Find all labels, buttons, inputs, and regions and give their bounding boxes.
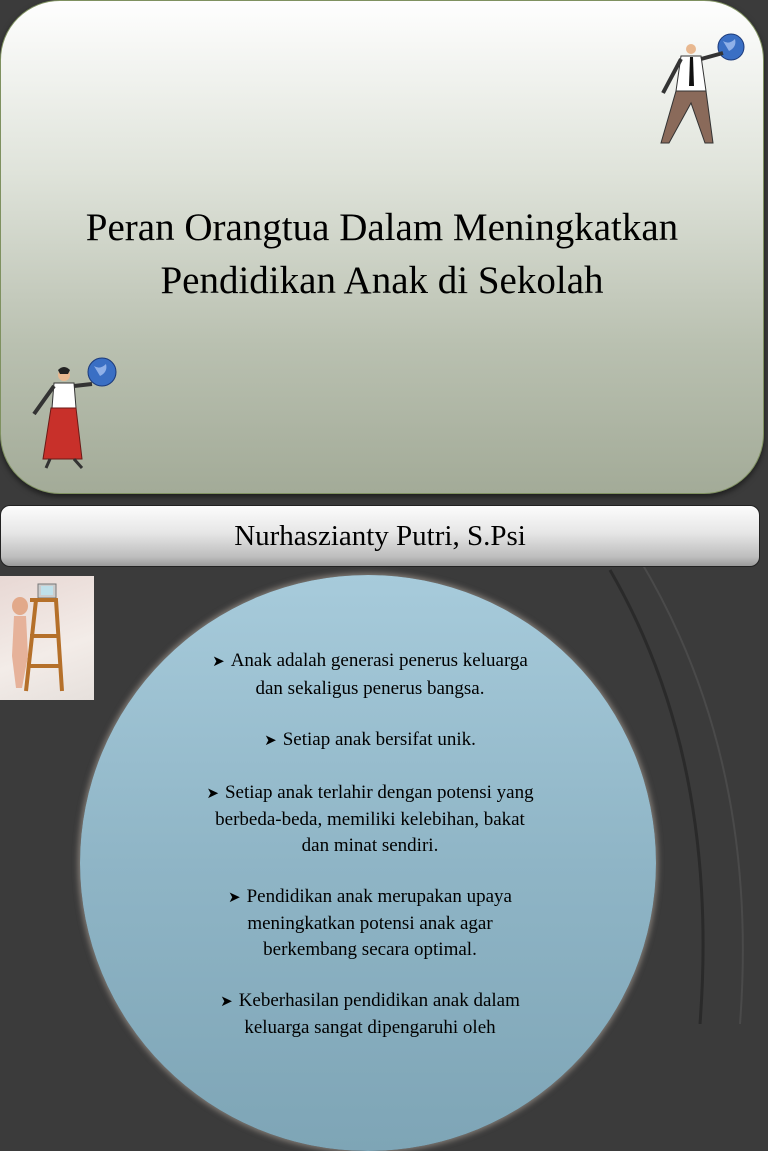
arrowhead-bullet-icon: ➤ (220, 993, 233, 1010)
bullet-item (150, 780, 590, 859)
bullet-text: Setiap anak terlahir dengan potensi yang (224, 781, 534, 803)
title-line: Pendidikan Anak di Sekolah (160, 259, 604, 302)
title-panel (0, 0, 764, 494)
bullet-text: berkembang secara optimal. (263, 938, 477, 960)
baby-ladder-photo (0, 576, 94, 700)
bullet-text: keluarga sangat dipengaruhi oleh (244, 1017, 496, 1038)
arrowhead-bullet-icon: ➤ (206, 785, 219, 802)
author-name: Nurhaszianty Putri, S.Psi (234, 519, 526, 552)
arrowhead-bullet-icon: ➤ (264, 732, 277, 749)
arrowhead-bullet-icon: ➤ (212, 654, 225, 670)
bullet-text: Anak adalah generasi penerus keluarga (230, 650, 528, 671)
bullet-item (150, 727, 590, 755)
title-line: Peran Orangtua Dalam Meningkatkan (85, 206, 679, 249)
bullet-text: dan minat sendiri. (301, 834, 439, 856)
bullet-text: Setiap anak bersifat unik. (282, 728, 476, 750)
bullet-item (150, 648, 590, 701)
bullet-list (150, 648, 590, 1066)
slide-title (1, 201, 763, 307)
businessman-globe-clipart (651, 31, 751, 146)
arrowhead-bullet-icon: ➤ (228, 889, 241, 906)
bullet-text: Keberhasilan pendidikan anak dalam (238, 989, 520, 1011)
bullet-text: dan sekaligus penerus bangsa. (255, 677, 485, 699)
author-bar (0, 505, 760, 567)
bullet-item (150, 988, 590, 1041)
bullet-text: berbeda-beda, memiliki kelebihan, bakat (215, 809, 525, 830)
woman-globe-clipart (26, 356, 126, 476)
bullet-text: Pendidikan anak merupakan upaya (246, 885, 512, 907)
bullet-item (150, 884, 590, 963)
bullet-text: meningkatkan potensi anak agar (247, 913, 493, 934)
